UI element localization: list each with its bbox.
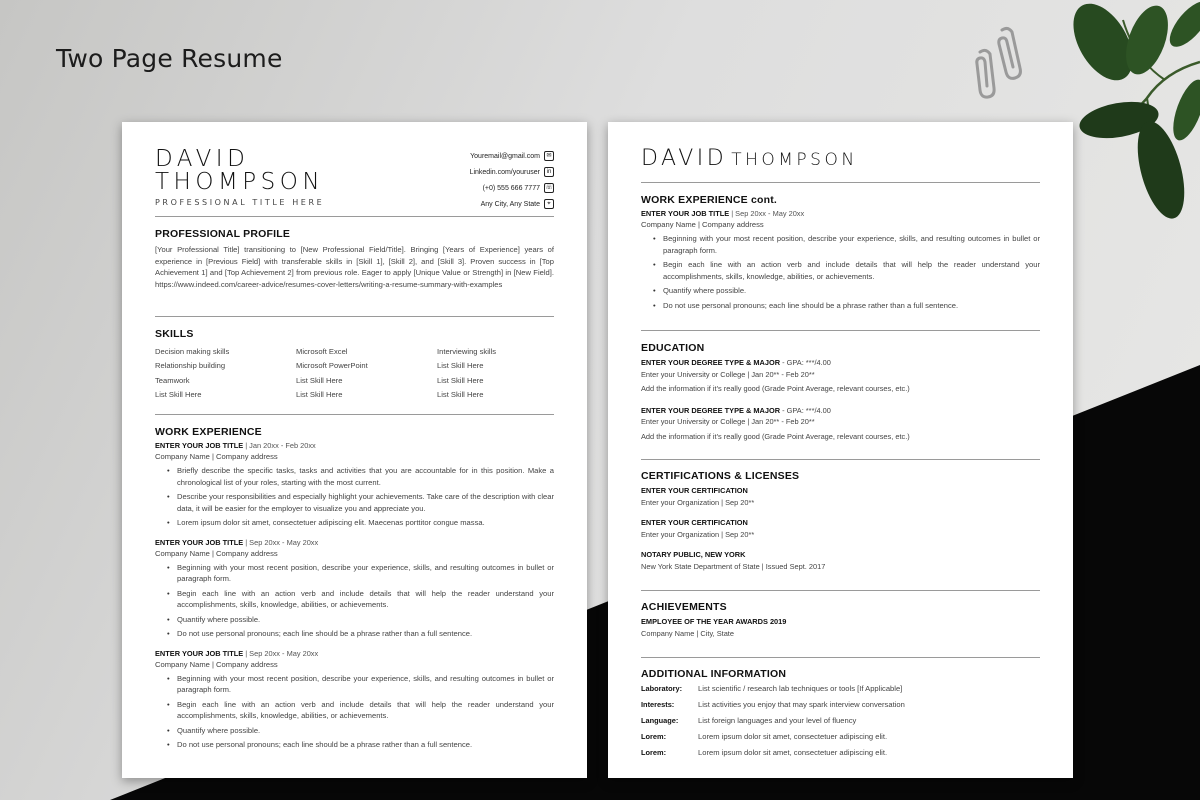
achievement-name-text: EMPLOYEE OF THE YEAR AWARDS 2019 [641, 617, 787, 626]
certifications-section [641, 470, 1040, 572]
additional-info-list [641, 681, 1040, 761]
achievement-name [641, 616, 1040, 628]
info-value: Lorem ipsum dolor sit amet, consectetuer adipiscing elit. [698, 748, 888, 757]
contact-location [470, 196, 554, 212]
last-name: THOMPSON [731, 150, 858, 170]
cert-name [641, 485, 1040, 497]
job-title: ENTER YOUR JOB TITLE [155, 441, 244, 450]
skill-item: List Skill Here [155, 389, 202, 399]
section-title: PROFESSIONAL PROFILE [155, 228, 291, 240]
cert-entry [641, 517, 1040, 540]
info-row [641, 729, 1040, 745]
work-experience-cont-section [641, 194, 1040, 314]
bullet-item: • Beginning with your most recent position, describe your experience, skills, and resulting outcomes in bullet or paragraph form. [155, 673, 554, 696]
section-title: ADDITIONAL INFORMATION [641, 668, 787, 680]
job-header [155, 648, 554, 659]
bullet-item: • Do not use personal pronouns; each line should be a phrase rather than a full sentence. [155, 739, 554, 751]
resume-page-1 [122, 122, 587, 778]
work-experience-section [155, 426, 554, 754]
info-value: List scientific / research lab techniques or tools [If Applicable] [698, 684, 903, 693]
job-bullets [155, 562, 554, 640]
bullet-item: • Do not use personal pronouns; each line should be a phrase rather than a full sentence. [641, 300, 1040, 312]
divider [641, 657, 1040, 658]
divider [641, 590, 1040, 591]
location-icon: ⌖ [544, 199, 554, 209]
cert-detail: Enter your Organization | Sep 20** [641, 529, 755, 539]
info-label: Lorem: [641, 732, 667, 741]
education-note: Add the information if it's really good (Grade Point Average, relevant courses, etc.) [641, 384, 910, 393]
bullet-item: • Beginning with your most recent position, describe your experience, skills, and resulting outcomes in bullet or paragraph form. [641, 233, 1040, 256]
skill-item: List Skill Here [437, 361, 484, 371]
cert-name-text: NOTARY PUBLIC, NEW YORK [641, 550, 746, 559]
job-company: Company Name | Company address [155, 548, 278, 558]
education-degree-row [641, 357, 1040, 369]
job-dates: | Sep 20xx - May 20xx [729, 209, 805, 218]
degree: ENTER YOUR DEGREE TYPE & MAJOR [641, 358, 781, 367]
job-company: Company Name | Company address [155, 659, 278, 669]
additional-info-section [641, 668, 1040, 761]
info-label: Language: [641, 716, 679, 725]
job-header [155, 440, 554, 451]
job-entry [155, 440, 554, 529]
bullet-item: • Begin each line with an action verb and include details that will help the reader understand your accomplishments, skills, knowledge, abilities, or achievements. [155, 588, 554, 611]
cert-entry [641, 549, 1040, 572]
contact-info [470, 148, 554, 212]
cert-name-text: ENTER YOUR CERTIFICATION [641, 486, 748, 495]
email-icon: ✉ [544, 151, 554, 161]
cert-name-text: ENTER YOUR CERTIFICATION [641, 518, 748, 527]
skill-item: Teamwork [155, 375, 190, 385]
skills-grid [155, 346, 554, 401]
bullet-item: • Quantify where possible. [155, 614, 554, 626]
info-value: List activities you enjoy that may spark interview conversation [698, 700, 905, 709]
job-title: ENTER YOUR JOB TITLE [155, 537, 244, 547]
linkedin-icon: in [544, 167, 554, 177]
job-bullets [155, 673, 554, 751]
contact-phone [470, 180, 554, 196]
section-title: EDUCATION [641, 342, 705, 354]
job-dates: | Sep 20xx - May 20xx [243, 648, 319, 658]
contact-phone-text: (+0) 555 666 7777 [482, 184, 540, 192]
bullet-item: • Do not use personal pronouns; each line should be a phrase rather than a full sentence. [155, 628, 554, 640]
divider [641, 330, 1040, 331]
profile-text: [Your Professional Title] transitioning to [New Professional Field/Title]. Bringing [Years of Experience] years of experience in [Previous Field] with transferable skills in [Skill 1], [Skill 2], and [Skill 3]. Proven success in [Top Achievement 1] and [Top Achievement 2] from previous role. Eager to apply [Unique Value or Strength] in [New Field]. https://www.indeed.com/career-advice/resumes-cover-letters/writing-a-resume-summary-with-examples [155, 245, 554, 289]
skill-item: List Skill Here [296, 375, 343, 385]
skill-item: List Skill Here [296, 389, 343, 399]
job-title: ENTER YOUR JOB TITLE [155, 648, 244, 658]
contact-email [470, 148, 554, 164]
education-school: Enter your University or College | Jan 20** - Feb 20** [641, 417, 815, 426]
skill-item: Decision making skills [155, 347, 230, 356]
section-title: SKILLS [155, 328, 194, 340]
skill-item: List Skill Here [437, 375, 484, 385]
profile-section [155, 228, 554, 290]
section-title: ACHIEVEMENTS [641, 601, 727, 613]
phone-icon: ☏ [545, 185, 553, 191]
section-title: CERTIFICATIONS & LICENSES [641, 470, 800, 482]
job-bullets [641, 233, 1040, 311]
skills-section [155, 328, 554, 401]
job-dates: | Jan 20xx - Feb 20xx [243, 441, 316, 450]
job-company: Company Name | Company address [641, 220, 764, 229]
bullet-item: • Describe your responsibilities and especially highlight your achievements. Take care of the description with clear data, it will be easier for the employer to visualize you and appreciate you. [155, 491, 554, 514]
info-label: Lorem: [641, 748, 667, 757]
divider [641, 459, 1040, 460]
cert-entry [641, 485, 1040, 508]
section-title: WORK EXPERIENCE cont. [641, 194, 778, 206]
achievement-entry [641, 616, 1040, 639]
job-entry [155, 537, 554, 640]
last-name: THOMPSON [155, 169, 325, 195]
divider [155, 414, 554, 415]
gpa: - GPA: ***/4.00 [780, 405, 831, 415]
job-entry [155, 648, 554, 751]
info-label: Laboratory: [641, 684, 683, 693]
info-row [641, 713, 1040, 729]
achievement-detail: Company Name | City, State [641, 628, 734, 638]
first-name: DAVID [641, 146, 728, 171]
contact-email-text: Youremail@gmail.com [470, 152, 540, 160]
contact-linkedin-text: Linkedin.com/youruser [469, 168, 540, 176]
skill-item: Microsoft Excel [296, 347, 348, 356]
section-title: WORK EXPERIENCE [155, 426, 262, 438]
job-title: ENTER YOUR JOB TITLE [641, 209, 730, 218]
job-bullets [155, 465, 554, 529]
bullet-item: • Quantify where possible. [155, 725, 554, 737]
divider [641, 182, 1040, 183]
divider [155, 316, 554, 317]
name-header [641, 146, 858, 171]
education-entry [641, 357, 1040, 395]
info-value: List foreign languages and your level of fluency [698, 716, 857, 725]
education-note: Add the information if it's really good (Grade Point Average, relevant courses, etc.) [641, 431, 910, 441]
job-header [155, 537, 554, 548]
cert-name [641, 517, 1040, 529]
info-value: Lorem ipsum dolor sit amet, consectetuer adipiscing elit. [698, 732, 888, 741]
bullet-item: • Quantify where possible. [641, 285, 1040, 297]
gpa: - GPA: ***/4.00 [780, 358, 831, 367]
achievements-section [641, 601, 1040, 639]
cert-detail: Enter your Organization | Sep 20** [641, 497, 755, 507]
resume-page-2 [608, 122, 1073, 778]
skill-item: Relationship building [155, 361, 226, 371]
skill-item: List Skill Here [437, 389, 484, 399]
education-degree-row [641, 405, 1040, 417]
divider [155, 216, 554, 217]
bullet-item: • Beginning with your most recent position, describe your experience, skills, and resulting outcomes in bullet or paragraph form. [155, 562, 554, 585]
education-section [641, 342, 1040, 442]
info-row [641, 745, 1040, 761]
first-name: DAVID [155, 146, 250, 172]
education-school: Enter your University or College | Jan 20** - Feb 20** [641, 369, 815, 379]
name-block [155, 148, 324, 207]
info-row [641, 697, 1040, 713]
info-label: Interests: [641, 700, 675, 709]
cert-name [641, 549, 1040, 561]
education-entry [641, 405, 1040, 443]
job-entry [641, 208, 1040, 311]
professional-title: PROFESSIONAL TITLE HERE [155, 198, 325, 207]
contact-location-text: Any City, Any State [480, 200, 540, 208]
job-company: Company Name | Company address [155, 452, 278, 461]
info-row [641, 681, 1040, 697]
cert-detail: New York State Department of State | Issued Sept. 2017 [641, 561, 826, 571]
contact-linkedin [470, 164, 554, 180]
skill-item: Interviewing skills [437, 347, 497, 356]
job-header [641, 208, 1040, 219]
skill-item: Microsoft PowerPoint [296, 361, 368, 371]
headline: Two Page Resume [56, 44, 283, 73]
bullet-item: • Begin each line with an action verb and include details that will help the reader understand your accomplishments, skills, knowledge, abilities, or achievements. [641, 259, 1040, 282]
job-dates: | Sep 20xx - May 20xx [243, 537, 319, 547]
bullet-item: • Briefly describe the specific tasks, tasks and activities that you are accountable for in this position. Make a chronological list of your roles, starting with the most current. [155, 465, 554, 488]
degree: ENTER YOUR DEGREE TYPE & MAJOR [641, 405, 781, 415]
bullet-item: • Lorem ipsum dolor sit amet, consectetuer adipiscing elit. Maecenas porttitor congue massa. [155, 517, 554, 529]
bullet-item: • Begin each line with an action verb and include details that will help the reader understand your accomplishments, skills, knowledge, abilities, or achievements. [155, 699, 554, 722]
